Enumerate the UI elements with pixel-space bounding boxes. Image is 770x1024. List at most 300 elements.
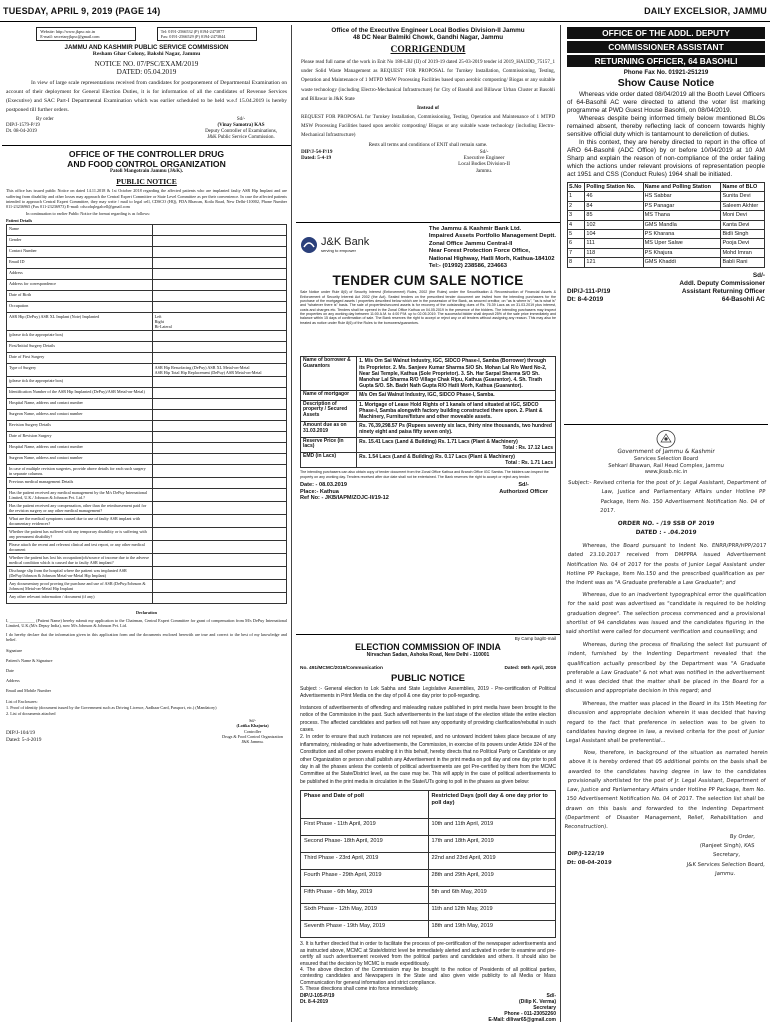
- blo-th: Name and Polling Station: [643, 183, 721, 192]
- form-label: Any other relevant information / document (if any): [7, 592, 153, 603]
- form-row: [7, 453, 287, 464]
- form-label: Date of First Surgery: [7, 352, 153, 363]
- form-value[interactable]: [152, 540, 286, 553]
- basohli-para-1: Whereas vide order dated 08/04/2019 all the Booth Level Officers of 64-Basohli AC were directed to attend the voter list marking programme at PWD Guest House Basohli, on 08/04/2019.: [567, 91, 765, 114]
- column-middle: [296, 25, 561, 1022]
- lb-title-2: 48 DC Near Balmiki Chowk, Gandhi Nagar, Jammu: [352, 34, 504, 41]
- form-row: [7, 579, 287, 592]
- lb-title-1: Office of the Executive Engineer Local Bodies Division-II Jammu: [331, 27, 525, 34]
- jkbank-footnote: The intending purchasers can also obtain copy of tender document from the Zonal Office Kathua and Branch Office IGC Samba. The bidders can inspect the property on any working day. Tenders received after due date shall not be entertained. The Bank reserves the right to accept or reject any tender.: [300, 470, 549, 479]
- declaration-field: Email and Mobile Number: [6, 688, 52, 694]
- eci-address: Nirvachan Sadan, Ashoka Road, New Delhi - 110001: [366, 652, 490, 658]
- lb-corrigendum-heading: CORRIGENDUM: [390, 45, 466, 55]
- form-label: Hospital Name, address and contact number: [7, 398, 153, 409]
- page-header: [0, 0, 770, 22]
- form-value[interactable]: [152, 224, 286, 235]
- eci-para-2: 2. In order to ensure that such instances are not repeated, and no untoward incident takes place because of any inflammatory, misleading or hate advertisements, the Commission, in exercise of its powers under Article 324 of the Constitution and all other powers enabling it in this behalf, hereby directs that no Political Party or Candidate or any other Organization or person shall publish any Advertisement in the print media on poll day and one day prior to poll day in all the phases unless the contents of political advertisements are got Pre-certified by them from the MCMC Committee at the State/District level, as the case may be. This will apply in the case of political advertisements to be published in the print media in circulation in the State/UTs going to poll in the phases as given below:: [300, 734, 556, 785]
- restricted-days: 28th and 29th April, 2019: [428, 870, 556, 887]
- restricted-days: 11th and 12th May, 2019: [428, 904, 556, 921]
- property-row: [301, 400, 556, 422]
- property-key: Reserve Price (in lacs): [301, 437, 357, 452]
- blo-cell: 118: [585, 248, 643, 257]
- lb-body-1: Please read full name of the work in Enit No 188-LBJ (II) of 2019-19 dated 25-03-2019 tender id 2019_HAUDD_75157_1 under Solid Waste Management as REQUEST FOR PROPOSAL for Turnkey Installation, Commissioning, Testing, Operation and Maintenance of 1 MTPD MSW Processing Facilities based upon aerobic composting/ Biogas or any suitable waste technology (including Electro-Mechanical Infrastructure) for City of Basohli and Billawar Urban Cluster at Basohli and Billawar in J&K State: [301, 59, 555, 102]
- blo-table: [567, 182, 765, 268]
- drug-signer-org: Drugs & Food Control Organization: [222, 733, 283, 739]
- eci-signer-title: Secretary: [533, 1004, 556, 1011]
- declaration-field: Date: [6, 668, 14, 674]
- blo-cell: HS Sabbar: [643, 192, 721, 201]
- basohli-title-2: COMMISSIONER ASSISTANT: [567, 41, 765, 53]
- form-row: [7, 540, 287, 553]
- jkpsc-dated: DATED: 05.04.2019: [116, 68, 177, 77]
- eci-para-4: 4. The above direction of the Commission may be brought to the notice of Presidents of all political parties, contesting candidates and Newspapers in the State and also given wide publicity to all Media or Mass Communication for general information and strict compliance.: [300, 966, 556, 986]
- blo-cell: 111: [585, 239, 643, 248]
- property-row: [301, 422, 556, 437]
- form-value[interactable]: [152, 514, 286, 527]
- form-label: Occupation: [7, 301, 153, 312]
- drug-control-notice: [2, 146, 291, 747]
- eci-para-3: 3. It is further directed that in order to facilitate the process of pre-certification of the newspaper advertisements and as instructed above, MCMC at State/district level be immediately alerted and activated in order to examine and pre-certify all such advertisement received from the political parties and candidates and others. It should also be ensured that the decision by MCMC is made expeditiously.: [300, 941, 556, 967]
- declaration-text-2: I do hereby declare that the information given in this application form and the documents enclosed herewith are true and correct to the best of my knowledge and belief.: [6, 632, 287, 643]
- form-row: [7, 592, 287, 603]
- form-label: Please attach the recent and relevant clinical and test report, or any other medical document: [7, 540, 153, 553]
- property-value-text: M/s Om Sai Walnut Industry, IGC, SIDCO Phase-I, Samba.: [359, 392, 495, 399]
- column-right: [564, 25, 768, 1022]
- jkpsc-notice: [2, 25, 291, 146]
- ssb-emblem: [567, 429, 765, 449]
- lb-signature: [458, 149, 555, 175]
- ssb-paragraph: Whereas, the Board pursuant to Indent No. ENRR/PRR/HPP/2017 dated 23.10.2017 received from DMPPRA issued Advertisement Notification No. 04 of 2017 for the posts of Junior Legal Assistant under Hotline PP Package, Item No.150 and the prescribed qualification as per the Indent was as "A Graduate preferable a Law Graduate"; and: [565, 542, 767, 586]
- form-row: [7, 363, 287, 376]
- blo-cell: Bidli Singh: [721, 230, 765, 239]
- jkpsc-notice-no: NOTICE NO. 07/PSC/EXAM/2019: [94, 60, 199, 69]
- jkpsc-dip: DIP/J-1579-P/19: [6, 123, 40, 129]
- eci-subject: Subject :- General election to Lok Sabha and State Legislative Assemblies, 2019 - Pre-certification of Political Advertisements in Print Media on the day of poll & one day prior to poll-regarding.: [300, 686, 556, 700]
- ssb-dip-block: [566, 842, 613, 879]
- basohli-signer-2: Assistant Returning Officer: [681, 287, 765, 295]
- form-value[interactable]: [152, 387, 286, 398]
- drug-public-notice-heading: PUBLIC NOTICE: [116, 177, 177, 187]
- property-total: Total : Rs. 1.71 Lacs: [505, 460, 553, 467]
- hip-side-option[interactable]: Right: [154, 318, 164, 324]
- hip-side-option[interactable]: Bi-Lateral: [154, 323, 172, 329]
- emblem-icon: [655, 429, 677, 449]
- form-row: [7, 527, 287, 540]
- jkpsc-date: Dt. 08-04-2019: [6, 129, 37, 135]
- form-value[interactable]: [152, 527, 286, 540]
- eci-para-5: 5. These directions shall come into force immediately.: [300, 986, 419, 993]
- form-label: Whether the patient has suffered with any temporary disability or is suffering with any permanent disability?: [7, 527, 153, 540]
- jkpsc-tel-box: [157, 27, 257, 41]
- blo-cell: GMS Mandla: [643, 220, 721, 229]
- drug-format-heading: Patient Details: [6, 218, 33, 224]
- ssb-date: Dt: 08-04-2019: [566, 860, 612, 867]
- drug-signer-title: Controller: [243, 728, 262, 734]
- blo-cell: 7: [568, 248, 585, 257]
- property-value: [357, 422, 556, 437]
- form-value[interactable]: [152, 246, 286, 257]
- blo-cell: Pooja Devi: [721, 239, 765, 248]
- form-label: Identification Number of the ASR Hip Implanted (DePuy)/ASR Metal-on-Metal): [7, 387, 153, 398]
- form-label: Email ID: [7, 257, 153, 268]
- basohli-sd: Sd/-: [752, 271, 765, 279]
- declaration-field: Address: [6, 678, 20, 684]
- ssb-paragraph: Now, therefore, in background of the situation as narrated herein above it is hereby ordered that 05 additional points on the basis shall be awarded to the candidates having degree in law to the candidates provisionally shortlisted for the post of Jr. Legal Assistant, Department of Law, Justice and Parliamentary Affairs under Hotline PP Package, Item No. 150 Advertisement Notification No. 04 of 2017. The selection list shall be drawn on this basis and forwarded to the Indenting Department (Department of Disaster Management, Relief, Rehabilitation and Reconstruction).: [564, 750, 768, 831]
- blo-row: [568, 230, 765, 239]
- blo-cell: 2: [568, 201, 585, 210]
- jkbank-address: [429, 226, 556, 270]
- form-row: [7, 566, 287, 579]
- blo-cell: 4: [568, 220, 585, 229]
- declaration-field: List of Enclosures:: [6, 698, 38, 704]
- phase-date: Sixth Phase - 12th May, 2019: [301, 904, 429, 921]
- local-bodies-corrigendum: [296, 25, 560, 223]
- restricted-days: 10th and 11th April, 2019: [428, 819, 556, 836]
- eci-heading: PUBLIC NOTICE: [391, 673, 465, 684]
- phase-row: [301, 921, 556, 938]
- property-key: Name of mortgagor: [301, 391, 357, 400]
- jkbank-logo-text: J&K Bank: [321, 236, 370, 248]
- drug-signature: [222, 718, 287, 744]
- form-row: [7, 246, 287, 257]
- property-value-text: Rs. 76,39,298.57 Ps (Rupees seventy six lacs, thirty nine thousands, two hundred ninety eight and paisa fifty seven only).: [359, 423, 552, 436]
- blo-cell: MS Thana: [643, 211, 721, 220]
- blo-cell: PS Kharana: [643, 230, 721, 239]
- form-label: Revision Surgery Details: [7, 420, 153, 431]
- jkbank-date-block: [300, 482, 389, 502]
- form-row: [7, 464, 287, 477]
- blo-cell: 102: [585, 220, 643, 229]
- blo-cell: Kanta Devi: [721, 220, 765, 229]
- form-value[interactable]: [152, 409, 286, 420]
- jkbank-logo: [300, 236, 369, 254]
- form-value[interactable]: [152, 431, 286, 442]
- blo-cell: Babli Rani: [721, 258, 765, 267]
- form-row: [7, 376, 287, 387]
- form-value[interactable]: [152, 279, 286, 290]
- form-value[interactable]: [152, 301, 286, 312]
- basohli-show-cause: [564, 25, 768, 425]
- form-label: What are the medical symptoms caused due to use of faulty ASR implant with documentary evidences?: [7, 514, 153, 527]
- blo-cell: 5: [568, 230, 585, 239]
- jkpsc-title: JAMMU AND KASHMIR PUBLIC SERVICE COMMISSION: [64, 44, 229, 52]
- surgery-type-option[interactable]: ASR Hip Resurfacing (DePuy) ASR XL Metal-on-Metal: [154, 364, 250, 370]
- lb-instead: Instead of: [416, 105, 440, 112]
- form-row: [7, 553, 287, 566]
- blo-row: [568, 201, 765, 210]
- form-label: Previous medical management Details: [7, 477, 153, 488]
- drug-address: Patoli Mangotrain Jammu (J&K).: [109, 169, 184, 175]
- property-value: [357, 357, 556, 391]
- form-label: Date of Birth: [7, 290, 153, 301]
- form-value[interactable]: [152, 352, 286, 363]
- property-total: Total : Rs. 17.12 Lacs: [502, 444, 553, 451]
- eci-th-phase: Phase and Date of poll: [301, 791, 429, 819]
- form-value[interactable]: [152, 420, 286, 431]
- phase-row: [301, 887, 556, 904]
- form-row: [7, 330, 287, 341]
- jkpsc-sd: Sd/-: [236, 117, 246, 123]
- form-value[interactable]: [152, 579, 286, 592]
- drug-dip: DIP/J-104/19: [6, 730, 36, 737]
- blo-cell: 6: [568, 239, 585, 248]
- jkpsc-website: Website: http://www.jkpsc.nic.in: [40, 29, 96, 34]
- jkbank-date: Date: - 08.03.2019: [300, 482, 347, 489]
- property-key: Amount due as on 31.03.2019: [301, 422, 357, 437]
- lb-body-2: REQUEST FOR PROPOSAL for Turnkey Installation, Commissioning, Testing, Operation and Maintenance of 1 MTPD MSW Processing Facilities based upon aerobic composting/ Biogas or any suitable waste technology (including Electro-Mechanical Infrastructure): [301, 114, 555, 139]
- property-value-text: Rs. 15.41 Lacs (Land & Building) Rs. 1.71 Lacs (Plant & Machinery): [359, 438, 518, 445]
- eci-public-notice: [296, 635, 560, 1022]
- phase-row: [301, 819, 556, 836]
- form-value[interactable]: [152, 464, 286, 477]
- blo-cell: GMS Khaddi: [643, 258, 721, 267]
- phase-date: Fourth Phase - 29th April, 2019: [301, 870, 429, 887]
- phase-row: [301, 904, 556, 921]
- form-value[interactable]: [152, 376, 286, 387]
- form-label: Address for correspondence: [7, 279, 153, 290]
- form-label: Type of Surgery: [7, 363, 153, 376]
- basohli-para-2: Whereas despite being informed timely below mentioned BLOs remained absent, thereby reflecting lack of concern towards highly sensitive official duty which is tantamount to dereliction of duties.: [567, 115, 765, 138]
- ssb-order-no: ORDER NO. - /19 SSB OF 2019: [617, 521, 715, 528]
- property-value-text: 1. M/s Om Sai Walnut Industry, IGC, SIDCO Phase-I, Samba (Borrower) through its Proprietor. 2. Ms. Sanjeev Kumar Sharma S/O Sh. Mohan Lal R/o Ward No-2, Near Sai Temple, Kathua (Sole Proprietor). 3. Sh. Har Sarpal Sharma S/O Sh. Manohar Lal Sharma R/O Village Chak Ripu, Kathua (Guarantor). 4. Sh. Tirath Gupta S/O. Sh. Badri Nath Gupta R/O Hatli Morh, Kathua (Guarantor).: [359, 358, 547, 390]
- jkbank-place: Place:- Kathua: [300, 488, 339, 495]
- form-value[interactable]: [152, 553, 286, 566]
- ssb-order-date: DATED : - .04.2019: [635, 530, 697, 537]
- form-label: Date of Revision Surgery: [7, 431, 153, 442]
- jkpsc-fax: Fax: 0191-2566529 (P) 0194-2473844: [160, 34, 226, 40]
- drug-form-table: [6, 224, 287, 604]
- form-label: Surgeon Name, address and contact number: [7, 453, 153, 464]
- jkbank-logo-icon: [300, 236, 318, 254]
- eci-phone: Phone - 011-23052260: [504, 1011, 556, 1018]
- surgery-type-option[interactable]: ASR Hip Total Hip Replacement (DePuy) ASR Metal-on-Metal: [154, 369, 262, 375]
- property-value: [357, 391, 556, 400]
- bank-address-line: Zonal Office Jammu Central-II: [428, 240, 513, 247]
- form-option-list[interactable]: [152, 363, 286, 376]
- form-row: [7, 488, 287, 501]
- form-value[interactable]: [152, 442, 286, 453]
- basohli-dip: DIP/J-111-P/19: [567, 287, 611, 295]
- eci-dated: Dated: 06th April, 2019: [504, 666, 556, 671]
- ssb-address: Sehkari Bhawan, Rail Head Complex, Jammu: [607, 462, 725, 469]
- blo-cell: Moni Devi: [721, 211, 765, 220]
- lb-date: Dated: 5-4-19: [301, 155, 332, 162]
- bank-address-line: Tel:- (01992) 238586, 234663: [428, 263, 508, 270]
- eci-signature: [488, 993, 556, 1022]
- blo-cell: Mohd Imran: [721, 248, 765, 257]
- form-value[interactable]: [152, 235, 286, 246]
- form-label: ASR Hip (DePuy) ASR XL Implant (Note) Implanted: [7, 312, 153, 330]
- form-label: Surgeon Name, address and contact number: [7, 409, 153, 420]
- ssb-signer: (Ranjeet Singh), KAS: [699, 842, 755, 849]
- drug-body: This office has issued public Notice on dated 14.11.2018 & 1st October 2018 regarding the affected patients who are implanted faulty ASR Hip Implant and are suffering from disability and other losses may approach the Central Expert Committee or State Level Committee as per their convenience. In case the affected patients intended to approach Central Expert Committee, they may write / mail to legal cell, CDSCO (HQ), FDA Bhawan, Kotla Road, New Delhi-110002, Phone Number 011-23236965 (Fax 011-23236973) E-mail: cdscohqlegalcell@gmail.com: [6, 188, 287, 210]
- restricted-days: 17th and 18th April, 2019: [428, 836, 556, 853]
- property-row: [301, 437, 556, 452]
- form-value[interactable]: [152, 330, 286, 341]
- ssb-govt: Government of Jammu & Kashmir: [617, 449, 715, 455]
- declaration-field: 2. List of documents attached: [6, 711, 56, 717]
- form-row: [7, 312, 287, 330]
- jkbank-intro: Sale Notice under Rule 8(6) of Security Interest (Enforcement) Rules, 2002 (the Rules) under the Securitisation & Reconstruction of Financial Assets & Enforcement of Security Interest Act 2002 (the Act). Sealed tenders on the prescribed tender document are invited from the intending purchasers for the purchase of the mortgaged assets / properties described below which are in the possession of the Bank, as secured creditor, on "as is where is", "as is what is" and "whatever there is" basis. The sale of properties/secured assets is for recovery of the outstanding dues of Rs. 76.39 Lacs as on 31.03.2019 plus interest, costs and charges etc. Tenders shall be opened in the Zonal Office Kathua on 04.05.2019 in the presence of the bidders. The intending purchasers may inspect the properties on any working day between 11:00 A.M. to 4:00 P.M. up to 02.05.2019. The successful bidder shall deposit 25% of the sale price immediately and balance within 15 days of confirmation of sale. The Bank reserves the right to accept or reject any or all tenders without assigning any reason. This may also be treated as notice under Rule 8(6) of the Rules to the borrowers/guarantors.: [300, 290, 556, 325]
- form-row: [7, 235, 287, 246]
- bank-address-line: National Highway, Hatli Morh, Kathua-184102: [428, 255, 555, 262]
- ssb-paragraph: Whereas, the matter was placed in the Board in its 15th Meeting for discussion and appropriate decision wherein it was decided that having regard to the fact that preference in selection was to be given to candidates having degree in law, a revised criteria for the post of Junior Legal Assistant shall be preferential...: [565, 700, 767, 744]
- form-value[interactable]: [152, 488, 286, 501]
- ssb-subject: Subject:- Revised criteria for the post of Jr. Legal Assistant, Department of Law, Justice and Parliamentary Affairs under Hotline PP Package, Item No. 150 Advertisement Notification No. 04 of 2017.: [567, 479, 767, 514]
- form-label: Discharge slip from the hospital where the patient was implanted ASR (DePuy/Johnson & Johnson Metal-on-Metal Hip Implant): [7, 566, 153, 579]
- page-date: TUESDAY, APRIL 9, 2019 (PAGE 14): [3, 5, 161, 16]
- blo-cell: 8: [568, 258, 585, 267]
- jkpsc-left-sign: [6, 117, 54, 141]
- blo-cell: 121: [585, 258, 643, 267]
- phase-date: Fifth Phase - 6th May, 2019: [301, 887, 429, 904]
- declaration-field: Patient's Name & Signature: [6, 657, 53, 663]
- form-row: [7, 409, 287, 420]
- property-value: [357, 453, 556, 468]
- blo-row: [568, 248, 765, 257]
- form-label: Has the patient received any medical management by the M/s DePuy International Limited, U.K./ Johnson & Johnson Pvt. Ltd.?: [7, 488, 153, 501]
- property-row: [301, 357, 556, 391]
- bank-address-line: Impaired Assets Portfolio Management Deptt.: [428, 233, 556, 240]
- eci-th-restricted: Restricted Days (poll day & one day prior to poll day): [428, 791, 556, 819]
- form-label: Address: [7, 268, 153, 279]
- blo-cell: PS Panagar: [643, 201, 721, 210]
- drug-signer: (Lotika Khajuria): [236, 723, 269, 729]
- form-row: [7, 477, 287, 488]
- drug-title-2: AND FOOD CONTROL ORGANIZATION: [67, 159, 226, 170]
- ssb-by-order: By Order,: [729, 833, 756, 840]
- property-value: [357, 400, 556, 422]
- drug-sd: Sd/-: [249, 718, 257, 724]
- form-value[interactable]: [152, 453, 286, 464]
- phase-row: [301, 870, 556, 887]
- blo-cell: 104: [585, 230, 643, 239]
- phase-date: First Phase - 11th April, 2019: [301, 819, 429, 836]
- lb-sd: Sd/-: [479, 148, 489, 155]
- basohli-title-3: RETURNING OFFICER, 64 BASOHLI: [567, 55, 765, 67]
- jkpsc-web-box: [36, 27, 136, 41]
- lb-signer-3: Jammu.: [475, 167, 493, 174]
- ssb-signature: [685, 842, 766, 879]
- form-label: (please tick the appropriate box): [7, 330, 153, 341]
- declaration-heading: Declaration: [136, 609, 157, 615]
- form-label: Has the patient received any compensation, other than the reimbursement paid for the revision surgery or any other medical management?: [7, 501, 153, 514]
- drug-date: Dated: 5-4-2019: [6, 737, 42, 744]
- form-value[interactable]: [152, 477, 286, 488]
- form-value[interactable]: [152, 398, 286, 409]
- form-label: Name: [7, 224, 153, 235]
- jkbank-property-table: [300, 356, 556, 468]
- lb-dip: DIP/J-54-P/19: [301, 148, 333, 155]
- drug-title-1: OFFICE OF THE CONTROLLER DRUG: [68, 149, 225, 160]
- blo-cell: 84: [585, 201, 643, 210]
- form-label: Contact Number: [7, 246, 153, 257]
- blo-row: [568, 211, 765, 220]
- form-row: [7, 514, 287, 527]
- eci-title: ELECTION COMMISSION OF INDIA: [355, 642, 501, 652]
- form-label: Hospital Name, address and contact number: [7, 442, 153, 453]
- property-key: EMD (in Lacs): [301, 453, 357, 468]
- jkpsc-signer-org: J&K Public Service Commission.: [207, 135, 275, 141]
- form-row: [7, 290, 287, 301]
- declaration-field: Signature: [6, 647, 23, 653]
- form-row: [7, 398, 287, 409]
- blo-th: Polling Station No.: [585, 183, 643, 192]
- property-key: Description of property / Secured Assets: [301, 400, 357, 422]
- form-value[interactable]: [152, 566, 286, 579]
- basohli-title-1: OFFICE OF THE ADDL. DEPUTY: [567, 27, 765, 39]
- blo-th: S.No: [568, 183, 585, 192]
- blo-cell: MS Uper Salwe: [643, 239, 721, 248]
- form-value[interactable]: [152, 268, 286, 279]
- blo-row: [568, 258, 765, 267]
- declaration-fields: [6, 648, 287, 717]
- form-label: Gender: [7, 235, 153, 246]
- form-value[interactable]: [152, 341, 286, 352]
- jkpsc-subtitle: Resham Ghar Colony, Bakshi Nagar, Jammu: [92, 51, 201, 58]
- form-row: [7, 352, 287, 363]
- form-option-list[interactable]: [152, 312, 286, 330]
- blo-cell: PS Khajura: [643, 248, 721, 257]
- form-row: [7, 387, 287, 398]
- property-value-text: 1. Mortgage of Lease Hold Rights of 1 kanals of land situated at IGC, SIDCO Phase-I, Samba alongwith factory building constructed there upon. 2. Plant & Machinery, Furniture/fixture and other moveable assets.: [359, 401, 543, 421]
- form-row: [7, 420, 287, 431]
- property-value: [357, 437, 556, 452]
- eci-signer: (Dilip K. Verma): [519, 998, 556, 1005]
- form-value[interactable]: [152, 501, 286, 514]
- jkpsc-signer: (Vinay Samotra) KAS: [217, 123, 265, 129]
- ssb-order: [564, 425, 768, 879]
- basohli-date: Dt: 8-4-2019: [567, 295, 604, 303]
- form-value[interactable]: [152, 257, 286, 268]
- ssb-signer-org: J&K Services Selection Board,: [686, 861, 765, 868]
- blo-cell: 46: [585, 192, 643, 201]
- jkpsc-by-order: By order: [36, 117, 54, 123]
- form-row: [7, 341, 287, 352]
- jkbank-sd: Sd/-: [518, 482, 529, 489]
- blo-cell: Saleem Akhter: [721, 201, 765, 210]
- ssb-dip: DIP/J-122/19: [567, 850, 605, 857]
- drug-dip-block: [6, 730, 41, 744]
- ssb-signer-title: Secretary,: [712, 852, 741, 859]
- ssb-paragraph: Whereas, during the process of finalizing the select list pursuant of indent, furnished by the Indenting Department revealed that the qualification actually prescribed by the Department was "A Graduate preferable a Law Graduate" & not what was notified in the advertisement and it was decided that the matter shall be placed in the Board for a discussion and appropriate decision in this regard; and: [565, 641, 767, 695]
- basohli-phone: Phone Fax No. 01921-251219: [623, 69, 709, 76]
- declaration-field: 1. Proof of identity (document issued by the Government such as Driving Licence, Aadhaar Card, Passport, etc.) (Mandatory): [6, 704, 217, 710]
- ssb-paragraphs: [564, 542, 768, 833]
- form-label: First/Initial Surgery Details: [7, 341, 153, 352]
- form-value[interactable]: [152, 592, 286, 603]
- form-label: (please tick the appropriate box): [7, 376, 153, 387]
- eci-phase-table: [300, 790, 556, 938]
- ssb-paragraph: Whereas, due to an inadvertent typographical error the qualification for the said post was advertised as "candidate is required to be holding graduation degree". The selection process commenced and a provisional shortlist of 94 candidates was issued and the candidates figuring in the said shortlist were called for document verification and counselling; and: [565, 592, 767, 636]
- eci-sd: Sd/-: [546, 992, 556, 999]
- basohli-signer-1: Addl. Deputy Commissioner: [679, 279, 765, 287]
- jkpsc-email: E-mail: secretaryjkpsc@gmail.com: [40, 34, 100, 40]
- basohli-heading: Show Cause Notice: [617, 78, 715, 89]
- bank-address-line: Near Forest Protection Force Office,: [428, 248, 531, 255]
- form-row: [7, 279, 287, 290]
- property-value-text: Rs. 1.54 Lacs (Land & Building) Rs. 0.17 Lacs (Plant & Machinery): [359, 454, 515, 461]
- jkpsc-body: In view of large scale representations received from candidates for postponement of Departmental Examination on account of their deployment for General Election Duties, it is for information of all the candidates of Revenue Services (Executive) and SAC Part-I Departmental Examination which was earlier scheduled to be held w.e.f 15.04.2019 is hereby postponed till further orders.: [6, 80, 287, 114]
- blo-row: [568, 192, 765, 201]
- eci-dip-block: [300, 993, 334, 1022]
- phase-date: Third Phase - 23rd April, 2019: [301, 853, 429, 870]
- basohli-para-3: In this context, they are hereby directed to report in the office of ARO 64-Basohli (ADC Office) by or before 10/04/2019 at 10 AM Sharp and explain the reason of non-compliance of the order failing which the actions under relevant provisions of representation people act 1951 and CSS (Conduct Rules) 1964 shall be initiated.: [567, 139, 765, 178]
- blo-cell: 3: [568, 211, 585, 220]
- form-row: [7, 257, 287, 268]
- hip-side-option[interactable]: Left: [154, 313, 162, 319]
- form-value[interactable]: [152, 290, 286, 301]
